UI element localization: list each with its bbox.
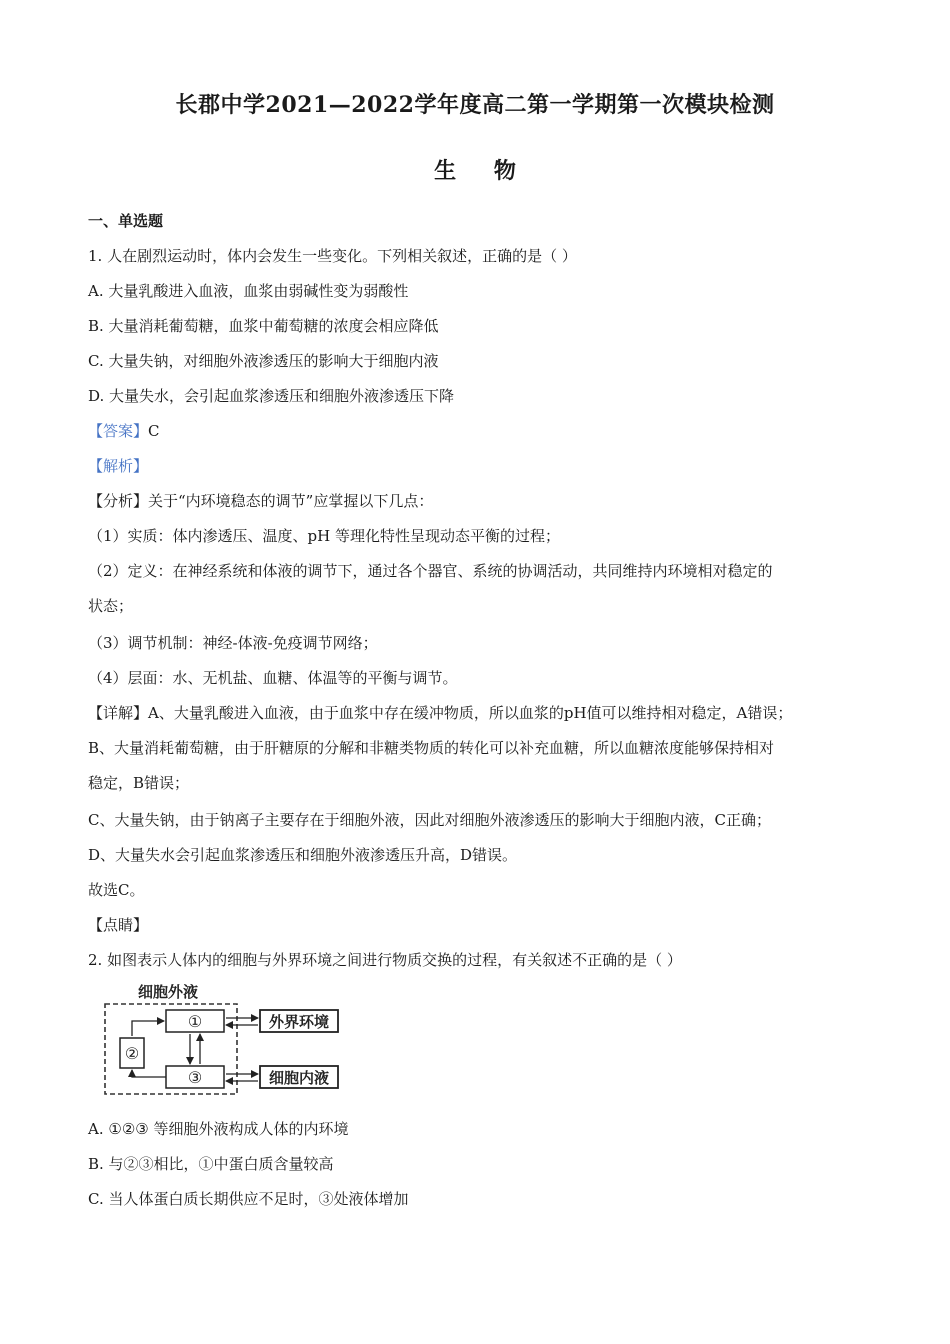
q2-option-a: A. ①②③ 等细胞外液构成人体的内环境	[88, 1120, 349, 1138]
detail-b-cont: 稳定，B错误；	[88, 774, 190, 792]
fenxi-line	[88, 491, 433, 511]
fenxi-tag: 【分析】	[88, 492, 149, 510]
q2-option-b: B. 与②③相比，①中蛋白质含量较高	[88, 1155, 334, 1173]
point-1: （1）实质：体内渗透压、温度、pH 等理化特性呈现动态平衡的过程；	[88, 527, 560, 545]
q2-option-c: C. 当人体蛋白质长期供应不足时，③处液体增加	[88, 1190, 409, 1208]
box-2-label: ②	[124, 1044, 140, 1063]
detail-tag: 【详解】	[88, 704, 149, 722]
box-3-label: ③	[187, 1068, 203, 1087]
arrow-2-to-1	[132, 1021, 164, 1036]
detail-first: A、大量乳酸进入血液，由于血浆中存在缓冲物质，所以血浆的pH值可以维持相对稳定，A错误；	[148, 704, 793, 722]
intracellular-label: 细胞内液	[268, 1070, 330, 1087]
point-3: （3）调节机制：神经-体液-免疫调节网络；	[88, 634, 378, 652]
answer-tag: 【答案】	[88, 422, 149, 440]
exam-title: 长郡中学2021—2022学年度高二第一学期第一次模块检测	[175, 92, 775, 118]
detail-choice: 故选C。	[88, 881, 145, 899]
q2-stem: 2. 如图表示人体内的细胞与外界环境之间进行物质交换的过程，有关叙述不正确的是（ ）	[88, 951, 682, 969]
q1-answer	[88, 421, 160, 441]
point-2: （2）定义：在神经系统和体液的调节下，通过各个器官、系统的协调活动，共同维持内环境相对稳定的	[88, 562, 773, 580]
answer-value: C	[148, 422, 160, 440]
detail-d: D、大量失水会引起血浆渗透压和细胞外液渗透压升高，D错误。	[88, 846, 518, 864]
point-2-cont: 状态；	[88, 597, 134, 615]
fenxi-text: 关于“内环境稳态的调节”应掌握以下几点：	[148, 492, 434, 510]
box-1-label: ①	[187, 1012, 203, 1031]
analysis-tag: 【解析】	[88, 457, 149, 475]
q1-option-b: B. 大量消耗葡萄糖，血浆中葡萄糖的浓度会相应降低	[88, 317, 439, 335]
dianjing-tag: 【点睛】	[88, 916, 149, 934]
diagram-group-label: 细胞外液	[138, 984, 199, 1001]
section-heading: 一、单选题	[88, 212, 164, 230]
detail-line	[88, 703, 792, 723]
outside-env-label: 外界环境	[268, 1014, 330, 1031]
q1-option-a: A. 大量乳酸进入血液，血浆由弱碱性变为弱酸性	[88, 282, 409, 300]
q1-stem: 1. 人在剧烈运动时，体内会发生一些变化。下列相关叙述，正确的是（ ）	[88, 247, 577, 265]
detail-b: B、大量消耗葡萄糖，由于肝糖原的分解和非糖类物质的转化可以补充血糖，所以血糖浓度能够保持相对	[88, 739, 775, 757]
arrow-3-to-2	[132, 1070, 166, 1077]
q1-option-c: C. 大量失钠，对细胞外液渗透压的影响大于细胞内液	[88, 352, 439, 370]
point-4: （4）层面：水、无机盐、血糖、体温等的平衡与调节。	[88, 669, 458, 687]
q1-option-d: D. 大量失水，会引起血浆渗透压和细胞外液渗透压下降	[88, 387, 455, 405]
subject-title: 生 物	[434, 158, 516, 184]
detail-c: C、大量失钠，由于钠离子主要存在于细胞外液，因此对细胞外液渗透压的影响大于细胞内液，C正确；	[88, 811, 771, 829]
fluid-exchange-diagram	[98, 980, 348, 1098]
